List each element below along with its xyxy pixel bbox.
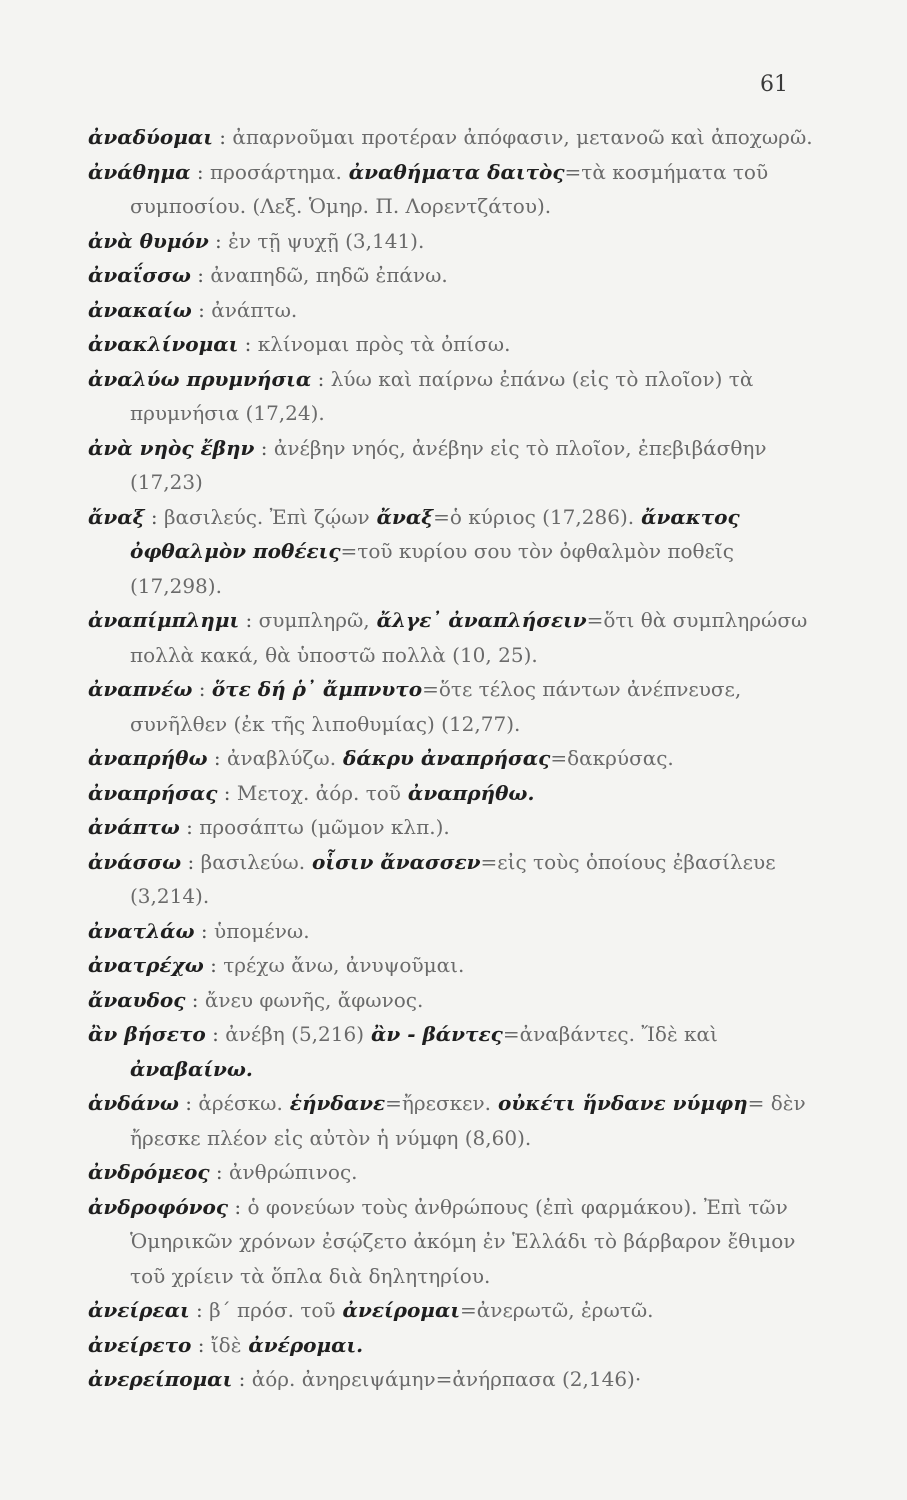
separator: : (190, 159, 211, 184)
dictionary-entry (88, 1155, 828, 1190)
headword: ἀναπίμπλημι (88, 608, 240, 632)
headword: ἀνατρέχω (88, 953, 204, 977)
definition: β΄ πρόσ. τοῦ (209, 1298, 336, 1322)
headword: ἁνδάνω (88, 1091, 179, 1115)
dictionary-entry (88, 258, 828, 293)
dictionary-entry (88, 810, 828, 845)
definition: = δὲν ἤρεσκε πλέον εἰς αὐτὸν ἡ νύμφη (8,60). (130, 1091, 806, 1150)
cited-phrase: ἀναπρήθω. (400, 780, 535, 805)
dictionary-entry (88, 1190, 828, 1294)
definition: Μετοχ. ἀόρ. τοῦ (236, 780, 401, 805)
definition: =ἀνερωτῶ, ἐρωτῶ. (460, 1298, 654, 1322)
separator: : (203, 953, 224, 977)
definition: ἀπαρνοῦμαι προτέραν ἀπόφασιν, μετανοῶ καὶ ἀποχωρῶ. (232, 125, 813, 149)
definition: βασιλεύς. Ἐπὶ ζῴων (163, 504, 370, 529)
cited-phrase: ἀναθήματα δαιτὸς (341, 159, 565, 184)
definition: ἀόρ. ἀνηρειψάμην=ἀνήρπασα (2,146)· (251, 1367, 642, 1391)
definition: λύω καὶ παίρνω ἐπάνω (εἰς τὸ πλοῖον) τὰ πρυμνήσια (17,24). (130, 366, 754, 425)
entry-list (88, 120, 828, 1397)
dictionary-entry (88, 914, 828, 949)
definition: κλίνομαι πρὸς τὰ ὀπίσω. (257, 332, 511, 356)
separator: : (190, 263, 211, 287)
dictionary-entry (88, 741, 828, 776)
dictionary-entry (88, 120, 828, 155)
separator: : (254, 435, 274, 460)
definition: =δακρύσας. (550, 746, 674, 770)
headword: ἀνερείπομαι (88, 1367, 233, 1391)
headword: ἀνακλίνομαι (88, 332, 239, 356)
definition: ἀνέβην νηός, ἀνέβην εἰς τὸ πλοῖον, ἐπεβιβάσθην (17,23) (130, 435, 767, 494)
separator: : (207, 746, 227, 770)
definition: =εἰς τοὺς ὁποίους ἐβασίλευε (3,214). (130, 849, 776, 908)
separator: : (178, 1091, 199, 1115)
dictionary-entry (88, 327, 828, 362)
definition: ἀναβλύζω. (226, 746, 337, 770)
headword: ἀνακαίω (88, 297, 192, 322)
headword: ἀνδρόμεος (88, 1160, 210, 1184)
separator: : (179, 815, 200, 839)
separator: : (189, 1298, 210, 1322)
headword: ἀνάπτω (88, 815, 180, 839)
definition: ἀνέβη (5,216) (225, 1022, 365, 1046)
cited-phrase: ἀνέρομαι. (241, 1332, 364, 1357)
separator: : (191, 1332, 211, 1357)
dictionary-entry (88, 776, 828, 811)
dictionary-entry (88, 1017, 828, 1086)
headword: ἀνατλάω (88, 918, 195, 943)
separator: : (144, 504, 164, 529)
cited-phrase: ἄλγε᾽ ἀναπλήσειν (369, 608, 587, 632)
definition: =ἤρεσκεν. (385, 1091, 492, 1115)
definition: βασιλεύω. (200, 849, 306, 874)
headword: ἀνὰ νηὸς ἔβην (88, 435, 255, 460)
headword: ἀναδύομαι (88, 125, 213, 149)
headword: ἀνάσσω (88, 849, 182, 874)
definition: =τοῦ κυρίου σου τὸν ὀφθαλμὸν ποθεῖς (17,298). (130, 539, 734, 598)
headword: ἀνείρεαι (88, 1298, 190, 1322)
separator: : (239, 608, 259, 632)
cited-phrase: ἂν - βάντες (364, 1022, 503, 1046)
headword: ἀνείρετο (88, 1332, 192, 1357)
headword: ἀναπρήθω (88, 746, 208, 770)
dictionary-entry (88, 603, 828, 672)
headword: ἀναπρήσας (88, 780, 218, 805)
definition: τρέχω ἄνω, ἀνυψοῦμαι. (223, 953, 465, 977)
separator: : (311, 366, 331, 391)
definition: =ὅτε τέλος πάντων ἀνέπνευσε, συνῆλθεν (ἐκ τῆς λιποθυμίας) (12,77). (130, 677, 742, 736)
separator: : (238, 332, 258, 356)
definition: ὁ φονεύων τοὺς ἀνθρώπους (ἐπὶ φαρμάκου). Ἐπὶ τῶν Ὁμηρικῶν χρόνων ἐσῴζετο ἀκόμη ἐν Ἑλλάδι τὸ βάρβαρον ἔθιμον τοῦ χρίειν τὰ ὅπλα διὰ δηλητηρίου. (130, 1194, 796, 1288)
cited-phrase: οὐκέτι ἥνδανε νύμφη (491, 1091, 748, 1115)
dictionary-entry (88, 362, 828, 431)
dictionary-entry (88, 672, 828, 741)
separator: : (181, 849, 201, 874)
definition: ἀναπηδῶ, πηδῶ ἐπάνω. (210, 263, 448, 287)
separator: : (209, 1160, 230, 1184)
dictionary-entry (88, 155, 828, 224)
definition: συμπληρῶ, (258, 608, 370, 632)
cited-phrase: ὅτε δή ῥ᾽ ἄμπνυτο (211, 677, 423, 701)
headword: ἀνδροφόνος (88, 1194, 229, 1219)
separator: : (191, 297, 212, 322)
headword: ἀνάθημα (88, 159, 191, 184)
headword: ἀναΐσσω (88, 263, 191, 287)
dictionary-entry (88, 1362, 828, 1397)
separator: : (192, 677, 212, 701)
separator: : (194, 918, 215, 943)
cited-phrase: ἀναβαίνω. (130, 1056, 253, 1081)
dictionary-entry (88, 224, 828, 259)
definition: ἀνάπτω. (211, 297, 298, 322)
dictionary-entry (88, 845, 828, 914)
headword: ἂν βήσετο (88, 1022, 206, 1046)
separator: : (212, 125, 233, 149)
cited-phrase: οἷσιν ἄνασσεν (305, 849, 481, 874)
cited-phrase: ἀνείρομαι (335, 1298, 461, 1322)
headword: ἄναξ (88, 504, 145, 529)
dictionary-entry (88, 948, 828, 983)
dictionary-entry (88, 1328, 828, 1363)
cited-phrase: ἄναξ (369, 504, 434, 529)
dictionary-entry (88, 293, 828, 328)
definition: ἴδὲ (210, 1332, 242, 1357)
headword: ἀναλύω πρυμνήσια (88, 366, 312, 391)
headword: ἀναπνέω (88, 677, 193, 701)
definition: ἀρέσκω. (198, 1091, 283, 1115)
definition: =ἀναβάντες. Ἴδὲ καὶ (502, 1022, 718, 1046)
separator: : (205, 1022, 226, 1046)
definition: ὑπομένω. (214, 918, 310, 943)
dictionary-entry (88, 431, 828, 500)
separator: : (185, 987, 205, 1012)
cited-phrase: ἄνακτος ὀφθαλμὸν ποθέεις (130, 504, 740, 563)
definition: =τὰ κοσμήματα τοῦ συμποσίου. (Λεξ. Ὁμηρ. Π. Λορεντζάτου). (130, 159, 769, 218)
headword: ἀνὰ θυμόν (88, 228, 209, 253)
dictionary-entry (88, 983, 828, 1018)
definition: ἄνευ φωνῆς, ἄφωνος. (204, 987, 424, 1012)
dictionary-entry (88, 1293, 828, 1328)
dictionary-entry (88, 500, 828, 604)
definition: ἀνθρώπινος. (229, 1160, 358, 1184)
definition: ἐν τῇ ψυχῇ (3,141). (228, 228, 425, 253)
definition: προσάπτω (μῶμον κλπ.). (199, 815, 450, 839)
dictionary-entry (88, 1086, 828, 1155)
separator: : (208, 228, 229, 253)
definition: =ὁ κύριος (17,286). (433, 504, 635, 529)
definition: =ὅτι θὰ συμπληρώσω πολλὰ κακά, θὰ ὑποστῶ πολλὰ (10, 25). (130, 608, 808, 667)
separator: : (228, 1194, 248, 1219)
cited-phrase: ἑήνδανε (282, 1091, 386, 1115)
separator: : (232, 1367, 252, 1391)
separator: : (217, 780, 237, 805)
headword: ἄναυδος (88, 987, 186, 1012)
page-number: 61 (760, 72, 788, 97)
definition: προσάρτημα. (210, 159, 342, 184)
cited-phrase: δάκρυ ἀναπρήσας (336, 746, 551, 770)
